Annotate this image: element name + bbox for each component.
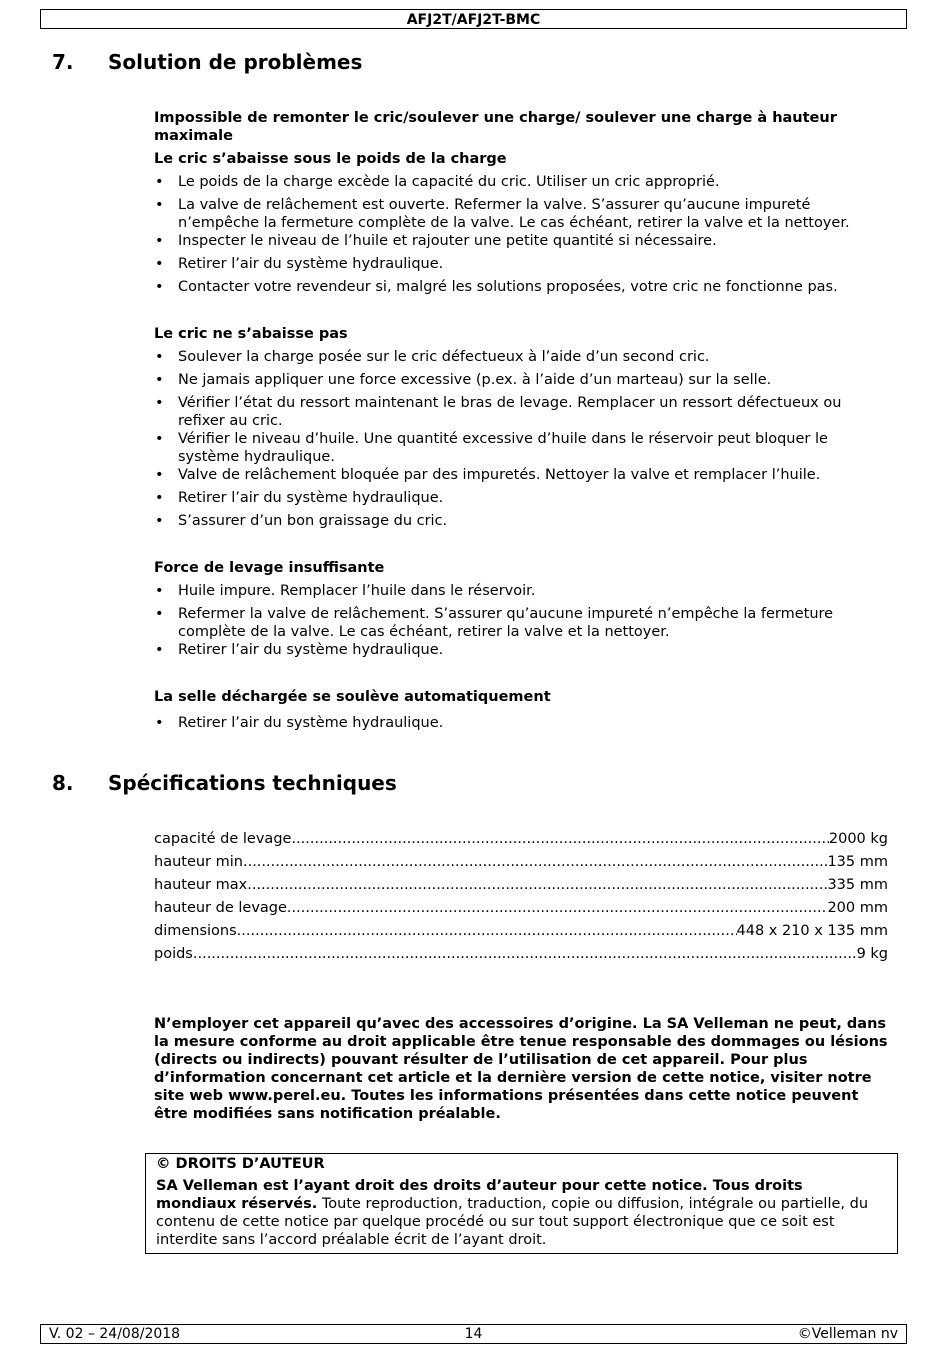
spec-leader — [237, 920, 737, 943]
problem-heading: Force de levage insuffisante — [154, 560, 385, 576]
problem-group-3 — [154, 559, 884, 664]
spec-value: 9 kg — [856, 946, 888, 962]
spec-leader — [287, 897, 828, 920]
copyright-body — [156, 1177, 887, 1249]
spec-row — [154, 828, 888, 851]
spec-value: 2000 kg — [828, 831, 888, 847]
list-item: • Retirer l’air du système hydraulique. — [154, 714, 884, 732]
list-item: • Huile impure. Remplacer l’huile dans le réservoir. — [154, 582, 884, 600]
spec-value: 335 mm — [827, 877, 888, 893]
list-item: • Inspecter le niveau de l’huile et rajouter une petite quantité si nécessaire. — [154, 232, 884, 250]
spec-value: 135 mm — [827, 854, 888, 870]
spec-row — [154, 874, 888, 897]
spec-leader — [291, 828, 828, 851]
list-item: • La valve de relâchement est ouverte. Refermer la valve. S’assurer qu’aucune impureté n’empêche la fermeture complète de la valve. Le cas échéant, retirer la valve et la nettoyer. — [154, 196, 884, 232]
list-item: • Valve de relâchement bloquée par des impuretés. Nettoyer la valve et remplacer l’huile. — [154, 466, 884, 484]
list-item: • Refermer la valve de relâchement. S’assurer qu’aucune impureté n’empêche la fermeture complète de la valve. Le cas échéant, retirer la valve et la nettoyer. — [154, 605, 884, 641]
footer-version: V. 02 – 24/08/2018 — [49, 1326, 181, 1342]
problem-group-2 — [154, 325, 884, 535]
list-item: • Soulever la charge posée sur le cric défectueux à l’aide d’un second cric. — [154, 348, 884, 366]
copyright-title: © DROITS D’AUTEUR — [156, 1156, 325, 1172]
section-8-title — [52, 771, 397, 795]
spec-row — [154, 920, 888, 943]
spec-leader — [248, 851, 828, 874]
problem-group-4 — [154, 688, 884, 737]
footer-brand: ©Velleman nv — [797, 1326, 898, 1342]
list-item: • Ne jamais appliquer une force excessive (p.ex. à l’aide d’un marteau) sur la selle. — [154, 371, 884, 389]
spec-label: dimensions — [154, 923, 237, 939]
problem-heading: Impossible de remonter le cric/soulever une charge/ soulever une charge à hauteur maximale — [154, 110, 837, 144]
spec-label: hauteur max. — [154, 877, 252, 893]
list-item: • Vérifier l’état du ressort maintenant le bras de levage. Remplacer un ressort défectueux ou refixer au cric. — [154, 394, 884, 430]
list-item: • S’assurer d’un bon graissage du cric. — [154, 512, 884, 530]
spec-leader — [252, 874, 828, 897]
problem-heading: Le cric ne s’abaisse pas — [154, 326, 348, 342]
copyright-text: Toute reproduction, traduction, copie ou diffusion, intégrale ou partielle, du contenu de cette notice par quelque procédé ou sur tout support électronique que ce soit est interdite sans l’accord préalable écrit de l’ayant droit. — [156, 1196, 869, 1248]
spec-leader — [193, 943, 857, 966]
section-7-heading: Solution de problèmes — [108, 50, 363, 74]
footer-page-number: 14 — [464, 1326, 483, 1342]
page-footer — [40, 1324, 907, 1344]
copyright-box — [145, 1153, 898, 1254]
page-header — [40, 9, 907, 29]
spec-label: poids — [154, 946, 193, 962]
problem-group-1 — [154, 109, 884, 301]
spec-label: hauteur min. — [154, 854, 248, 870]
section-8-heading: Spécifications techniques — [108, 771, 397, 795]
spec-label: capacité de levage — [154, 831, 292, 847]
spec-table — [154, 828, 888, 966]
spec-value: 200 mm — [827, 900, 888, 916]
list-item: • Vérifier le niveau d’huile. Une quantité excessive d’huile dans le réservoir peut bloquer le système hydraulique. — [154, 430, 884, 466]
disclaimer-notice: N’employer cet appareil qu’avec des accessoires d’origine. La SA Velleman ne peut, dans la mesure conforme au droit applicable être tenue responsable des dommages ou lésions (directs ou indirects) pouvant résulter de l’utilisation de cet appareil. Pour plus d’information concernant cet article et la dernière version de cette notice, visiter notre site web www.perel.eu. Toutes les informations présentées dans cette notice peuvent être modifiées sans notification préalable. — [154, 1016, 888, 1122]
list-item: • Retirer l’air du système hydraulique. — [154, 489, 884, 507]
solution-list — [154, 714, 884, 732]
solution-list — [154, 173, 884, 296]
spec-value: 448 x 210 x 135 mm — [736, 923, 888, 939]
list-item: • Le poids de la charge excède la capacité du cric. Utiliser un cric approprié. — [154, 173, 884, 191]
section-8-number: 8. — [52, 771, 74, 795]
copyright-bold-text: SA Velleman est l’ayant droit des droits d’auteur pour cette notice. Tous droits mondiaux réservés. — [156, 1178, 803, 1212]
solution-list — [154, 582, 884, 659]
section-7-number: 7. — [52, 50, 74, 74]
spec-row — [154, 897, 888, 920]
solution-list — [154, 348, 884, 530]
header-title: AFJ2T/AFJ2T-BMC — [406, 12, 541, 28]
section-7-title — [52, 50, 362, 74]
spec-row — [154, 943, 888, 966]
list-item: • Retirer l’air du système hydraulique. — [154, 641, 884, 659]
spec-label: hauteur de levage — [154, 900, 287, 916]
problem-heading: La selle déchargée se soulève automatiquement — [154, 689, 551, 705]
list-item: • Retirer l’air du système hydraulique. — [154, 255, 884, 273]
problem-heading: Le cric s’abaisse sous le poids de la charge — [154, 151, 507, 167]
spec-row — [154, 851, 888, 874]
list-item: • Contacter votre revendeur si, malgré les solutions proposées, votre cric ne fonctionne pas. — [154, 278, 884, 296]
